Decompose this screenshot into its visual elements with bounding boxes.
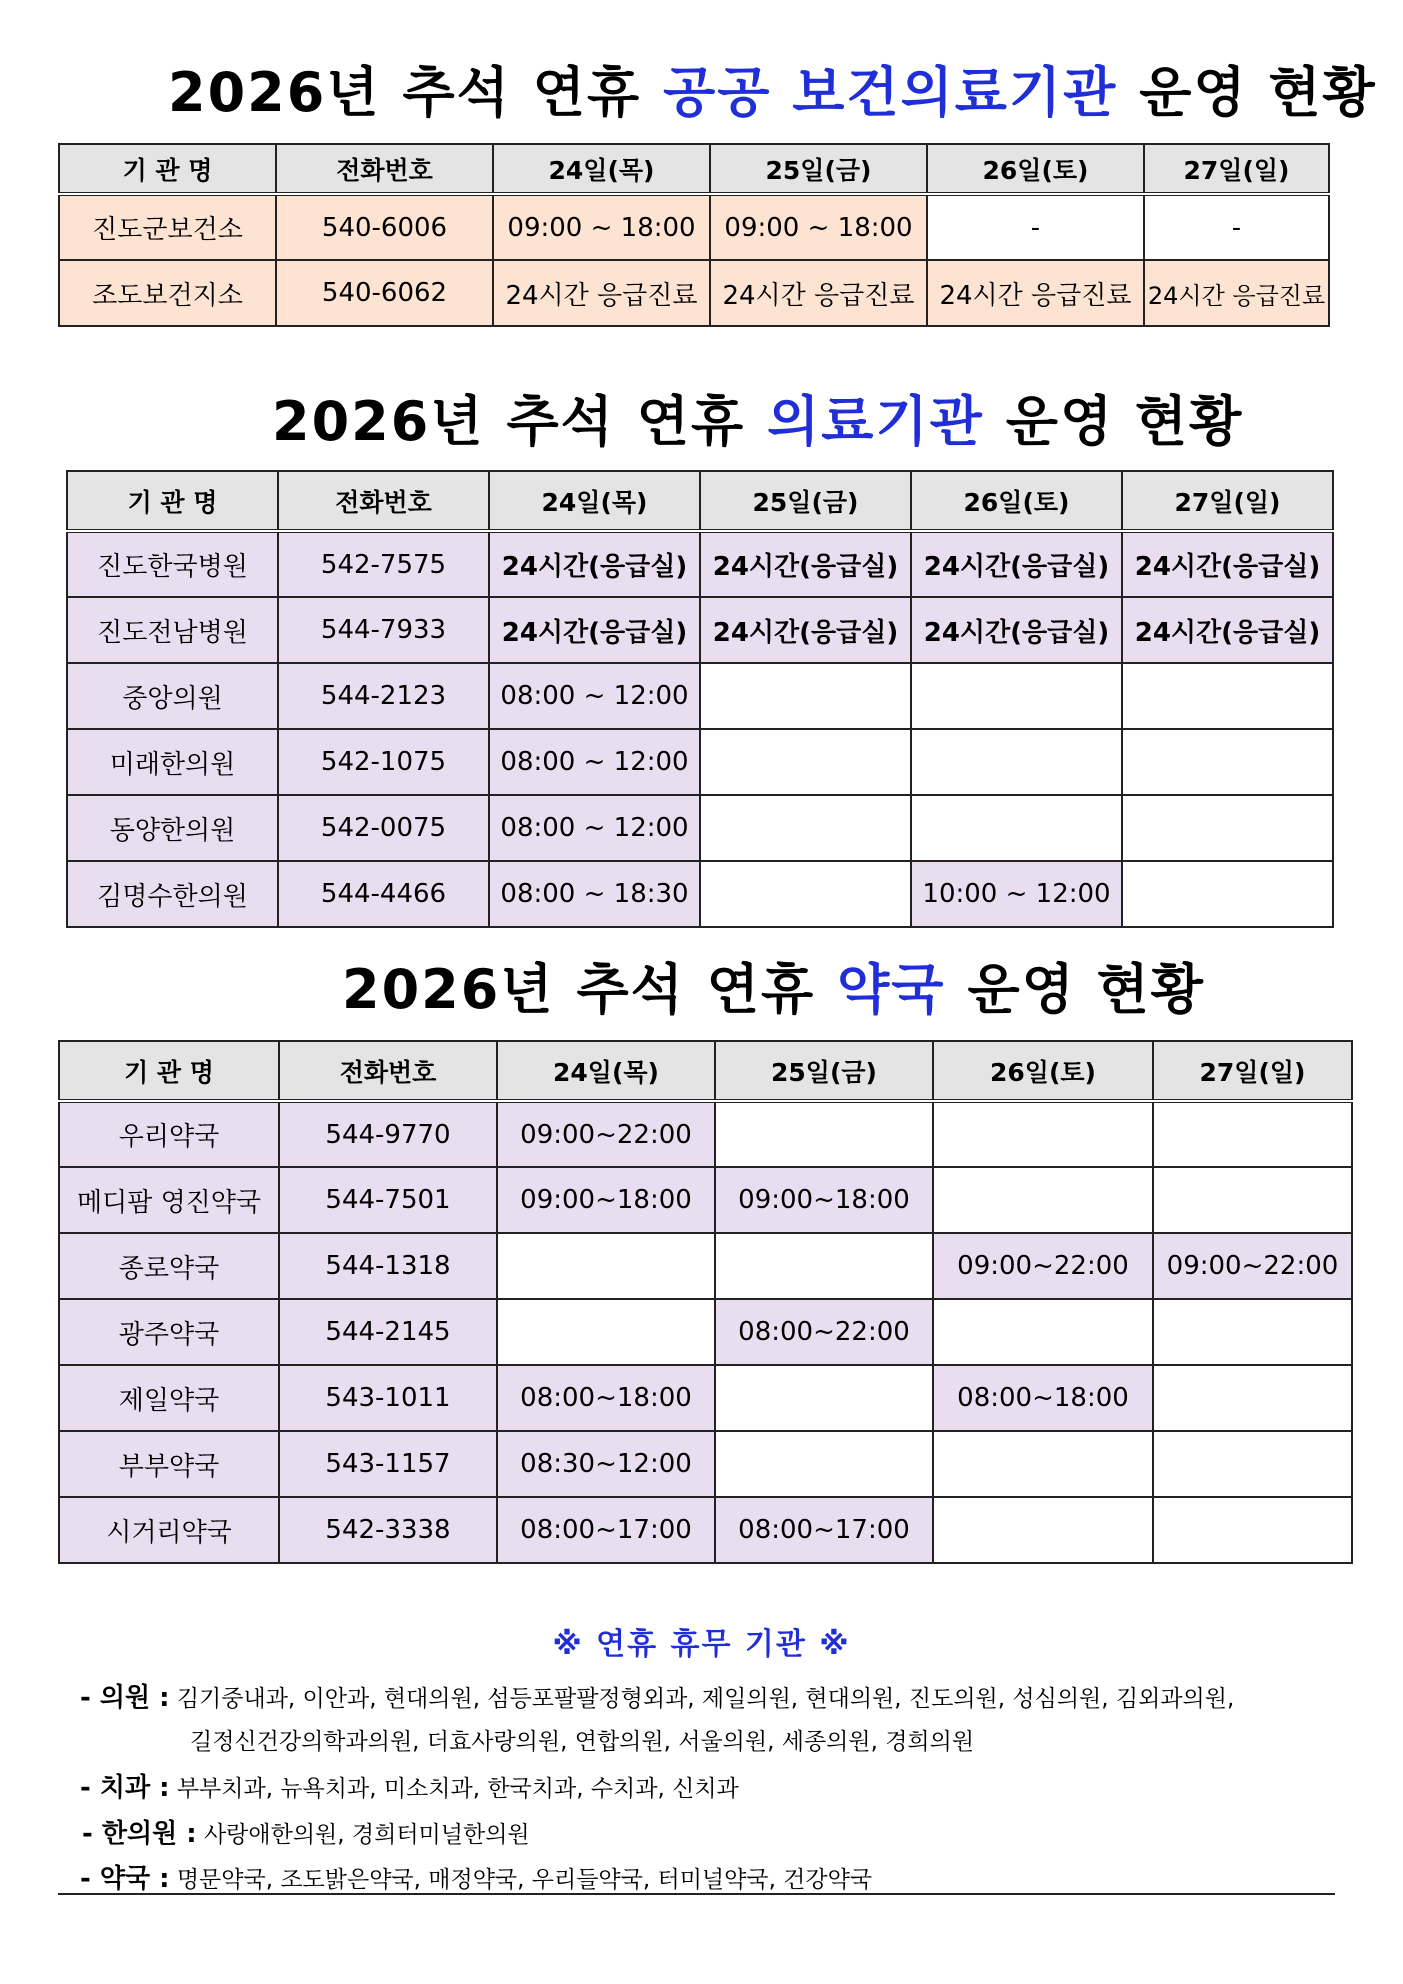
header-day24: 24일(목)	[489, 471, 700, 531]
cell-phone: 544-4466	[278, 861, 489, 927]
public-health-table	[58, 143, 1330, 327]
table-row	[67, 531, 1333, 597]
table-row	[67, 663, 1333, 729]
title-word-chuseok: 추석	[402, 61, 511, 124]
title-word-holiday: 연휴	[532, 61, 642, 124]
header-day27: 27일(일)	[1144, 144, 1329, 194]
cell-day26	[933, 1431, 1153, 1497]
cell-day26: 24시간(응급실)	[911, 597, 1122, 663]
header-day24: 24일(목)	[493, 144, 710, 194]
cell-day25	[715, 1431, 933, 1497]
oriental-list: 사랑애한의원, 경희터미널한의원	[203, 1822, 530, 1848]
cell-day25: 24시간(응급실)	[700, 597, 911, 663]
header-phone: 전화번호	[279, 1041, 497, 1101]
closed-notice-title: ※ 연휴 휴무 기관 ※	[552, 1627, 851, 1662]
pharmacy-line	[80, 1858, 872, 1895]
table-row	[67, 729, 1333, 795]
cell-day24	[497, 1299, 715, 1365]
cell-name: 광주약국	[59, 1299, 279, 1365]
cell-name: 진도전남병원	[67, 597, 278, 663]
cell-day26: 24시간(응급실)	[911, 531, 1122, 597]
cell-day24: 24시간(응급실)	[489, 597, 700, 663]
cell-name: 미래한의원	[67, 729, 278, 795]
oriental-line	[82, 1813, 530, 1850]
cell-phone: 542-7575	[278, 531, 489, 597]
pharmacy-list: 명문약국, 조도밝은약국, 매정약국, 우리들약국, 터미널약국, 건강약국	[176, 1867, 873, 1893]
cell-day27	[1122, 795, 1333, 861]
title-word-holiday: 연휴	[636, 390, 746, 453]
title-highlight: 공공 보건의료기관	[663, 61, 1118, 124]
title-year: 2026년	[342, 958, 555, 1021]
cell-phone: 542-0075	[278, 795, 489, 861]
cell-phone: 540-6062	[276, 260, 493, 326]
header-phone: 전화번호	[278, 471, 489, 531]
cell-day24: 24시간 응급진료	[493, 260, 710, 326]
medical-institution-table	[66, 470, 1334, 928]
bottom-divider	[58, 1893, 1335, 1895]
cell-day25	[715, 1233, 933, 1299]
table-row	[59, 1233, 1352, 1299]
clinic-line-cont	[190, 1723, 974, 1756]
clinic-line	[80, 1677, 1234, 1714]
cell-day24: 24시간(응급실)	[489, 531, 700, 597]
cell-name: 진도한국병원	[67, 531, 278, 597]
cell-day25: 24시간 응급진료	[710, 260, 927, 326]
table-row	[59, 1167, 1352, 1233]
cell-day27	[1153, 1365, 1352, 1431]
table-row	[59, 1299, 1352, 1365]
cell-phone: 540-6006	[276, 194, 493, 260]
header-phone: 전화번호	[276, 144, 493, 194]
cell-phone: 544-9770	[279, 1101, 497, 1167]
table-header-row	[59, 144, 1329, 194]
header-day27: 27일(일)	[1122, 471, 1333, 531]
cell-day25: 09:00 ~ 18:00	[710, 194, 927, 260]
cell-day27	[1122, 729, 1333, 795]
oriental-label: - 한의원 :	[82, 1819, 197, 1849]
cell-day27	[1122, 861, 1333, 927]
title-year: 2026년	[168, 61, 381, 124]
cell-name: 우리약국	[59, 1101, 279, 1167]
cell-phone: 542-3338	[279, 1497, 497, 1563]
cell-day26	[911, 795, 1122, 861]
header-day26: 26일(토)	[911, 471, 1122, 531]
header-day25: 25일(금)	[700, 471, 911, 531]
cell-name: 진도군보건소	[59, 194, 276, 260]
cell-day26	[911, 663, 1122, 729]
dental-label: - 치과 :	[80, 1773, 170, 1803]
header-day26: 26일(토)	[927, 144, 1144, 194]
title-end: 운영 현황	[1139, 61, 1377, 124]
cell-day26: 10:00 ~ 12:00	[911, 861, 1122, 927]
cell-day27	[1153, 1431, 1352, 1497]
cell-phone: 542-1075	[278, 729, 489, 795]
dental-list: 부부치과, 뉴욕치과, 미소치과, 한국치과, 수치과, 신치과	[176, 1776, 739, 1802]
cell-day27: 24시간(응급실)	[1122, 597, 1333, 663]
table-row	[67, 597, 1333, 663]
cell-day27: 24시간(응급실)	[1122, 531, 1333, 597]
cell-day24	[497, 1233, 715, 1299]
cell-day24: 08:00 ~ 18:30	[489, 861, 700, 927]
cell-day24: 09:00 ~ 18:00	[493, 194, 710, 260]
cell-day26: 24시간 응급진료	[927, 260, 1144, 326]
cell-day24: 08:00 ~ 12:00	[489, 795, 700, 861]
section2-title	[272, 390, 1244, 453]
cell-day27	[1153, 1101, 1352, 1167]
cell-day27	[1153, 1167, 1352, 1233]
table-row	[67, 861, 1333, 927]
section3-title	[342, 958, 1205, 1021]
cell-day24: 08:00~18:00	[497, 1365, 715, 1431]
clinic-label: - 의원 :	[80, 1683, 170, 1713]
title-end: 운영 현황	[1005, 390, 1244, 453]
table-header-row	[67, 471, 1333, 531]
cell-day26: 09:00~22:00	[933, 1233, 1153, 1299]
header-name: 기 관 명	[67, 471, 278, 531]
cell-name: 동양한의원	[67, 795, 278, 861]
cell-day25: 09:00~18:00	[715, 1167, 933, 1233]
cell-day26	[933, 1497, 1153, 1563]
cell-day24: 08:00 ~ 12:00	[489, 663, 700, 729]
table-row	[59, 194, 1329, 260]
cell-day25	[700, 795, 911, 861]
cell-day25	[715, 1365, 933, 1431]
header-day25: 25일(금)	[715, 1041, 933, 1101]
cell-day27: 09:00~22:00	[1153, 1233, 1352, 1299]
cell-phone: 544-2123	[278, 663, 489, 729]
section1-title	[168, 61, 1377, 124]
clinic-list-2: 길정신건강의학과의원, 더효사랑의원, 연합의원, 서울의원, 세종의원, 경희의원	[190, 1729, 975, 1755]
table-header-row	[59, 1041, 1352, 1101]
table-row	[59, 1497, 1352, 1563]
header-day25: 25일(금)	[710, 144, 927, 194]
cell-phone: 544-2145	[279, 1299, 497, 1365]
cell-day25: 24시간(응급실)	[700, 531, 911, 597]
cell-day27	[1153, 1299, 1352, 1365]
cell-name: 김명수한의원	[67, 861, 278, 927]
cell-day25	[700, 861, 911, 927]
table-row	[67, 795, 1333, 861]
cell-day25: 08:00~17:00	[715, 1497, 933, 1563]
table-row	[59, 1431, 1352, 1497]
cell-day26	[933, 1167, 1153, 1233]
cell-name: 부부약국	[59, 1431, 279, 1497]
title-year: 2026년	[272, 390, 485, 453]
clinic-list-1: 김기중내과, 이안과, 현대의원, 섬등포팔팔정형외과, 제일의원, 현대의원, 진도의원, 성심의원, 김외과의원,	[176, 1686, 1235, 1712]
header-day26: 26일(토)	[933, 1041, 1153, 1101]
header-day27: 27일(일)	[1153, 1041, 1352, 1101]
title-word-chuseok: 추석	[576, 958, 685, 1021]
pharmacy-label: - 약국 :	[80, 1864, 170, 1894]
cell-day26	[911, 729, 1122, 795]
cell-day24: 08:00~17:00	[497, 1497, 715, 1563]
title-highlight: 의료기관	[767, 390, 984, 453]
table-row	[59, 260, 1329, 326]
header-day24: 24일(목)	[497, 1041, 715, 1101]
pharmacy-table	[58, 1040, 1353, 1564]
dental-line	[80, 1767, 739, 1804]
cell-name: 중앙의원	[67, 663, 278, 729]
table-row	[59, 1365, 1352, 1431]
header-name: 기 관 명	[59, 1041, 279, 1101]
cell-day24: 09:00~18:00	[497, 1167, 715, 1233]
cell-day27: -	[1144, 194, 1329, 260]
title-word-holiday: 연휴	[706, 958, 816, 1021]
cell-day25: 08:00~22:00	[715, 1299, 933, 1365]
cell-day26: -	[927, 194, 1144, 260]
cell-day27	[1153, 1497, 1352, 1563]
cell-day25	[700, 729, 911, 795]
cell-phone: 544-7933	[278, 597, 489, 663]
table-row	[59, 1101, 1352, 1167]
cell-name: 제일약국	[59, 1365, 279, 1431]
cell-phone: 543-1157	[279, 1431, 497, 1497]
cell-day26	[933, 1299, 1153, 1365]
cell-name: 메디팜 영진약국	[59, 1167, 279, 1233]
cell-day26	[933, 1101, 1153, 1167]
cell-phone: 544-1318	[279, 1233, 497, 1299]
cell-name: 종로약국	[59, 1233, 279, 1299]
cell-day26: 08:00~18:00	[933, 1365, 1153, 1431]
cell-day24: 08:00 ~ 12:00	[489, 729, 700, 795]
cell-phone: 544-7501	[279, 1167, 497, 1233]
cell-day24: 09:00~22:00	[497, 1101, 715, 1167]
cell-day25	[700, 663, 911, 729]
cell-day27	[1122, 663, 1333, 729]
cell-name: 시거리약국	[59, 1497, 279, 1563]
cell-day27: 24시간 응급진료	[1144, 260, 1329, 326]
title-end: 운영 현황	[967, 958, 1205, 1021]
header-name: 기 관 명	[59, 144, 276, 194]
title-word-chuseok: 추석	[506, 390, 615, 453]
cell-day24: 08:30~12:00	[497, 1431, 715, 1497]
cell-day25	[715, 1101, 933, 1167]
cell-name: 조도보건지소	[59, 260, 276, 326]
title-highlight: 약국	[837, 958, 946, 1021]
cell-phone: 543-1011	[279, 1365, 497, 1431]
